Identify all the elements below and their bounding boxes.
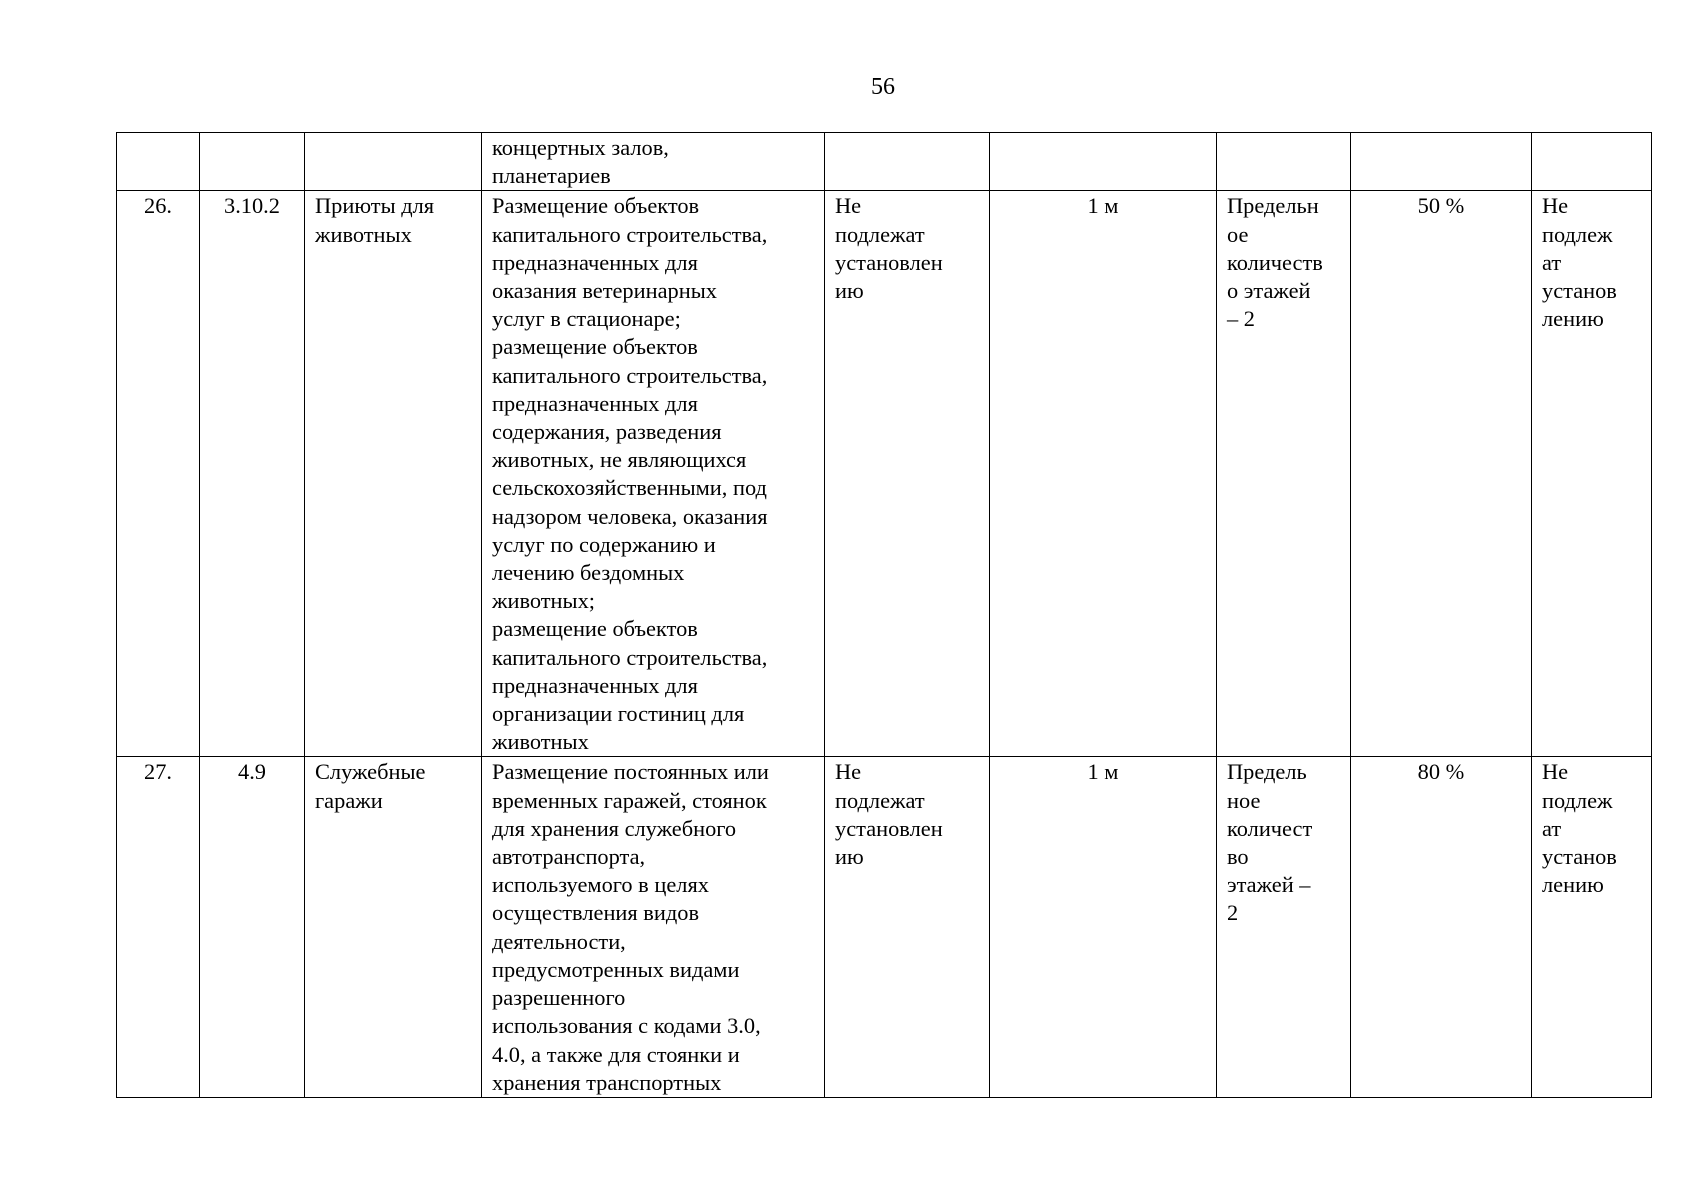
max-coverage-cell: 50 %: [1351, 191, 1532, 757]
table-row: [117, 133, 1652, 191]
use-name-cell: Приюты для животных: [305, 191, 482, 757]
code-cell: [200, 133, 305, 191]
use-name-cell: [305, 133, 482, 191]
description-cell: Размещение постоянных или временных гаражей, стоянок для хранения служебного автотранспорта, используемого в целях осуществления видов деятельности, предусмотренных видами разрешенного использования с кодами 3.0, 4.0, а также для стоянки и хранения транспортных: [482, 757, 825, 1097]
max-floors-cell: Предель ное количест во этажей – 2: [1217, 757, 1351, 1097]
use-name-cell: Служебные гаражи: [305, 757, 482, 1097]
max-floors-cell: Предельн ое количеств о этажей – 2: [1217, 191, 1351, 757]
min-area-cell: [825, 133, 990, 191]
row-number-cell: 27.: [117, 757, 200, 1097]
description-cell: концертных залов, планетариев: [482, 133, 825, 191]
setback-cell: [990, 133, 1217, 191]
other-params-cell: Не подлеж ат установ лению: [1532, 757, 1652, 1097]
table-row: [117, 757, 1652, 1097]
other-params-cell: [1532, 133, 1652, 191]
row-number-cell: [117, 133, 200, 191]
setback-cell: 1 м: [990, 191, 1217, 757]
max-coverage-cell: 80 %: [1351, 757, 1532, 1097]
min-area-cell: Не подлежат установлен ию: [825, 757, 990, 1097]
page-number: 56: [871, 74, 895, 100]
description-cell: Размещение объектов капитального строительства, предназначенных для оказания ветеринарных услуг в стационаре; размещение объектов капитального строительства, предназначенных для содержания, разведения животных, не являющихся сельскохозяйственными, под надзором человека, оказания услуг по содержанию и лечению бездомных животных; размещение объектов капитального строительства, предназначенных для организации гостиниц для животных: [482, 191, 825, 757]
land-use-table: [116, 132, 1652, 1098]
code-cell: 4.9: [200, 757, 305, 1097]
code-cell: 3.10.2: [200, 191, 305, 757]
min-area-cell: Не подлежат установлен ию: [825, 191, 990, 757]
row-number-cell: 26.: [117, 191, 200, 757]
max-coverage-cell: [1351, 133, 1532, 191]
table-row: [117, 191, 1652, 757]
setback-cell: 1 м: [990, 757, 1217, 1097]
other-params-cell: Не подлеж ат установ лению: [1532, 191, 1652, 757]
max-floors-cell: [1217, 133, 1351, 191]
